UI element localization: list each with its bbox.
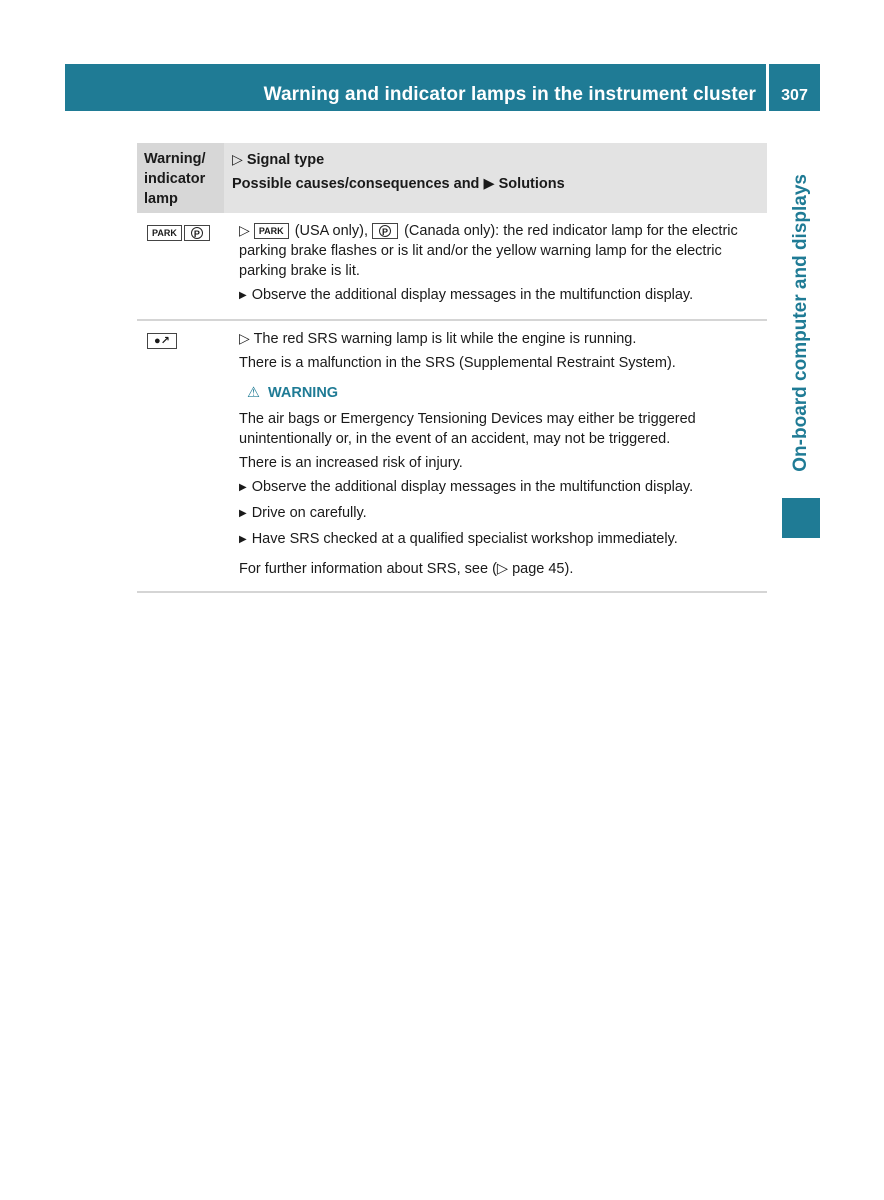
parking-brake-lamp-icon: P	[372, 223, 398, 239]
park-lamp-icon: PARK	[254, 223, 289, 239]
list-item: ▶ Observe the additional display messages in the multifunction display.	[239, 477, 767, 499]
warning-text: The air bags or Emergency Tensioning Devices may either be triggered unintentionally or, in the event of an accident, may not be triggered.	[239, 411, 696, 447]
signal-description: The red SRS warning lamp is lit while the engine is running.	[253, 331, 637, 347]
list-item: ▶ Drive on carefully.	[239, 503, 767, 525]
signal-triangle-icon: ▷	[239, 330, 250, 346]
list-item: ▶ Have SRS checked at a qualified specialist workshop immediately.	[239, 529, 767, 551]
lamp-table	[137, 143, 767, 593]
side-tab-label: On-board computer and displays	[790, 173, 811, 472]
signal-description: (Canada only): the red indicator lamp for the electric parking brake flashes or is lit and/or the yellow warning lamp for the electric parking brake is lit.	[239, 223, 738, 279]
signal-triangle-icon: ▷	[239, 222, 250, 238]
header-lamp-column: Warning/ indicator lamp	[137, 143, 224, 213]
description-cell	[231, 213, 767, 319]
malfunction-text: There is a malfunction in the SRS (Supplemental Restraint System).	[239, 355, 676, 371]
signal-triangle-icon: ▷	[232, 151, 243, 167]
warning-label: WARNING	[268, 385, 339, 401]
text-usa-only: (USA only),	[294, 223, 369, 239]
warning-heading	[247, 383, 767, 403]
header-description-column	[224, 143, 767, 213]
header-signal-type: Signal type	[246, 152, 325, 168]
table-row	[137, 321, 767, 593]
description-cell	[231, 321, 767, 591]
header-causes: Possible causes/consequences and	[232, 176, 480, 192]
header-bar	[65, 64, 766, 111]
lamp-cell	[137, 321, 231, 591]
side-tab	[782, 155, 820, 490]
park-lamp-icon: PARK	[147, 225, 182, 241]
list-item: ▶ Observe the additional display messages in the multifunction display.	[239, 285, 767, 307]
further-info: For further information about SRS, see (▷ page 45).	[239, 561, 574, 577]
risk-text: There is an increased risk of injury.	[239, 455, 463, 471]
table-row	[137, 213, 767, 321]
warning-triangle-icon: ⚠	[247, 385, 260, 401]
srs-airbag-icon: ●↗	[147, 333, 177, 349]
solution-arrow-icon: ▶	[483, 176, 495, 192]
lamp-cell	[137, 213, 231, 319]
page-number: 307	[769, 64, 820, 111]
side-tab-marker	[782, 498, 820, 538]
header-solutions: Solutions	[498, 176, 565, 192]
parking-brake-lamp-icon: P	[184, 225, 210, 241]
table-header	[137, 143, 767, 213]
page-title: Warning and indicator lamps in the instrument cluster	[263, 84, 756, 105]
